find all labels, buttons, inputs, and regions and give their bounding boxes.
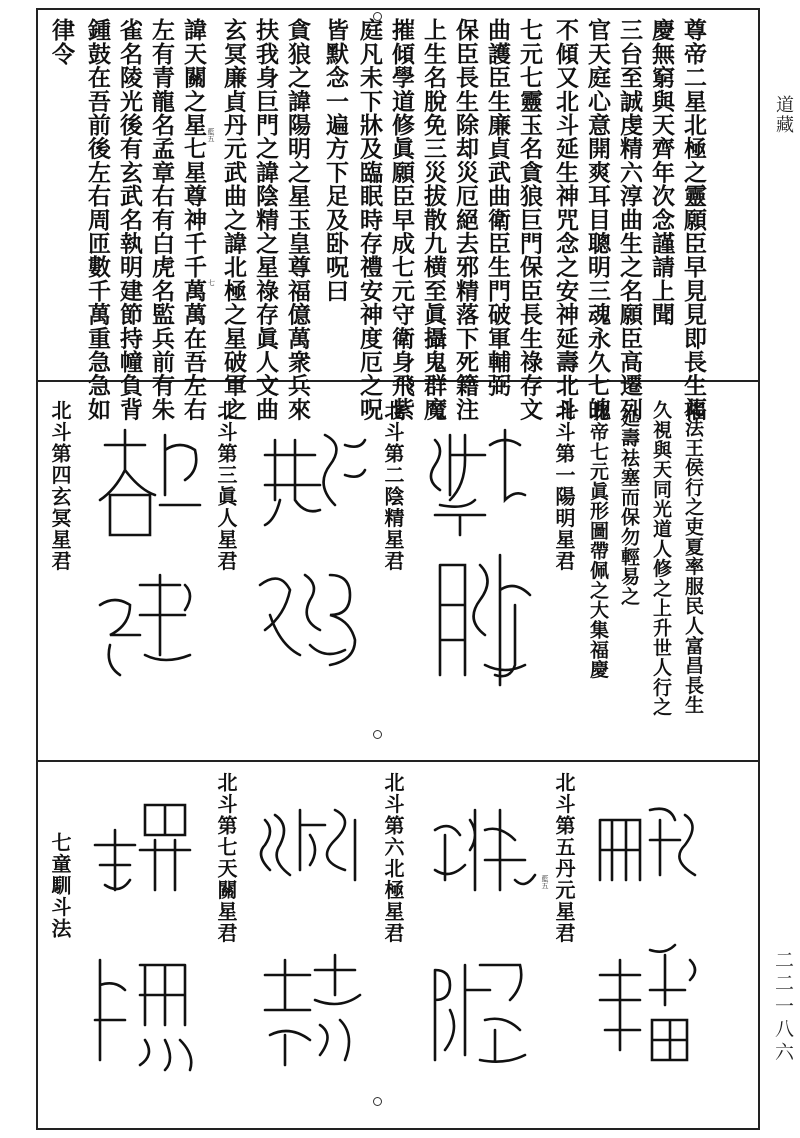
collection-title: 道藏 (773, 95, 794, 135)
note-column: 北帝七元眞形圖帶佩之大集福慶 (587, 402, 609, 680)
text-column: 貪狼之諱陽明之星玉皇尊福億萬衆兵來 (284, 18, 311, 421)
star-label: 北斗第五丹元星君 (552, 772, 576, 944)
text-column: 律令 (48, 18, 75, 66)
circle-mark (373, 1097, 382, 1106)
text-column: 官天庭心意開爽耳目聰明三魂永久七魄 (584, 18, 611, 421)
text-column: 雀名陵光後有玄武名執明建節持幢負背 (116, 18, 143, 421)
seal-script-talisman-icon (85, 415, 210, 715)
seal-script-talisman-icon (250, 415, 375, 715)
text-column: 扶我身巨門之諱陰精之星祿存眞人文曲 (252, 18, 279, 421)
seal-script-talisman-icon (255, 790, 375, 1110)
star-label: 北斗第二陰精星君 (381, 400, 405, 572)
text-column: 諱天關之星七星尊神千千萬萬在吾左右 (180, 18, 207, 421)
text-column: 摧傾學道修眞願臣早成七元守衛身飛紫 (388, 18, 415, 421)
seal-script-talisman-icon (425, 790, 545, 1110)
seal-script-talisman-icon (420, 415, 540, 715)
text-column: 鍾鼓在吾前後左右周匝數千萬重急急如 (84, 18, 111, 421)
text-column: 玄冥廉貞丹元武曲之諱北極之星破軍之 (220, 18, 247, 421)
circle-mark (373, 730, 382, 739)
text-column: 上生名脫免三災拔散九横至眞攝鬼群魔 (420, 18, 447, 421)
printer-note: 七 (208, 279, 215, 287)
text-column: 慶無窮與天齊年次念謹請上聞 (648, 18, 675, 327)
star-label: 北斗第三眞人星君 (214, 400, 238, 572)
text-column: 保臣長生除却災厄絕去邪精落下死籍注 (452, 18, 479, 421)
text-column: 尊帝二星北極之靈願臣早見見即長生福 (680, 18, 707, 421)
text-column: 不傾又北斗延生神咒念之安神延壽北斗 (552, 18, 579, 421)
text-column: 三台至誠虔精六淳曲生之名願臣高遷列 (616, 18, 643, 421)
star-label: 北斗第七天關星君 (214, 772, 238, 944)
seal-script-talisman-icon (590, 790, 710, 1110)
text-column: 曲護臣生廉貞武曲衛臣生門破軍輔弼 (484, 18, 511, 398)
circle-mark (373, 12, 382, 21)
star-label: 北斗第六北極星君 (381, 772, 405, 944)
method-title: 七童馴斗法 (48, 832, 72, 940)
seal-script-talisman-icon (85, 790, 205, 1110)
note-column: 此法王侯行之吏夏率服民人富昌長生 (682, 398, 704, 715)
star-label: 北斗第一陽明星君 (552, 400, 576, 572)
page-number: 二二一八六 (772, 950, 794, 1065)
text-column: 左有青龍名孟章右有白虎名監兵前有朱 (148, 18, 175, 421)
note-column: 久視與天同光道人修之上升世人行之 (650, 400, 672, 717)
text-column: 七元七靈玉名貪狼巨門保臣長生祿存文 (516, 18, 543, 421)
section-divider-bottom (36, 760, 760, 762)
printer-note: 藍五 (207, 128, 215, 142)
printer-note: 藍五 (541, 875, 549, 889)
note-column: 延壽祛塞而保勿輕易之 (618, 408, 640, 606)
star-label: 北斗第四玄冥星君 (48, 400, 72, 572)
text-column: 庭凡未下牀及臨眠時存禮安神度厄之呪 (356, 18, 383, 421)
text-column: 皆默念一遍方下足及卧呪曰 (322, 18, 349, 303)
